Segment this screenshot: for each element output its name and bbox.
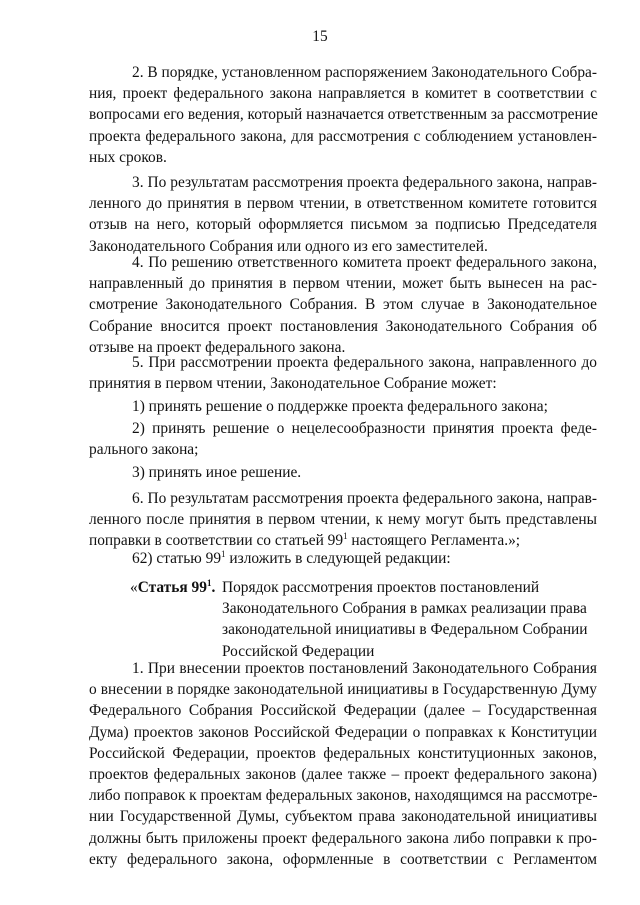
text-line: Законодательного Собрания или одного из его заместителей. [89,237,488,255]
superscript: 1 [221,549,226,559]
list-item-3 [89,462,597,483]
article-heading: «Статья $99^1$. [130,578,216,596]
text-line: принятия в первом чтении, Законодательное Собрание может: [89,375,497,393]
text-line: Федерального Собрания Российской Федерации (далее – Государственная [89,702,597,720]
paragraph-6 [89,488,597,552]
text-line: либо поправок к проектам федеральных законов, находящимся на рассмотре- [89,787,598,805]
text-line: Законодательного Собрания в рамках реализации права [222,600,587,618]
text-line: нии Государственной Думы, субъектом права законодательной инициативы [89,808,597,826]
text-line: 2. В порядке, установленном распоряжением Законодательного Собра- [132,64,597,81]
text-line: 3) принять иное решение. [132,464,302,481]
superscript: 1 [343,531,348,542]
text-line: ленного до принятия в первом чтении, в ответственном комитете готовится [89,195,597,213]
text-line: проекта федерального закона, для рассмотрения с соблюдением установлен- [89,127,597,145]
text-line: направленный до принятия в первом чтении, может быть вынесен на рас- [89,275,597,293]
text-line: 4. По решению ответственного комитета проект федерального закона, [132,254,597,271]
text-line: Российской Федерации [222,642,375,660]
text-line: ленного после принятия в первом чтении, к нему могут быть представлены [89,511,597,529]
paragraph-4 [89,252,597,358]
text-line: смотрение Законодательного Собрания. В этом случае в Законодательное [89,296,597,314]
text-line: законодательной инициативы в Федеральном Собрании [222,621,588,639]
text-line: 1. При внесении проектов постановлений Законодательного Собрания [132,660,597,677]
text-line: 5. При рассмотрении проекта федерального закона, направленного до [132,354,597,371]
paragraph-5 [89,352,597,394]
paragraph-2 [89,62,597,168]
page-number: 15 [312,28,328,45]
text-line: Собрание вносится проект постановления Законодательного Собрания об [89,317,597,335]
text-line: ных сроков. [89,148,167,166]
text-line: отзыве на проект федерального закона. [89,338,346,356]
text-line: 3. По результатам рассмотрения проекта федерального закона, направ- [132,174,597,191]
text-line: 2) принять решение о нецелесообразности принятия проекта феде- [132,420,597,437]
text-line: поправки в соответствии со статьей $99^1$ настоящего Регламента.»; [89,531,521,550]
text-line: должны быть приложены проект федерального закона либо поправки к про- [89,829,597,847]
text-line: рального закона; [89,441,199,459]
article-title [222,577,602,662]
text-line: екту федерального закона, оформленные в соответствии с Регламентом [89,850,597,868]
text-line: 6. По результатам рассмотрения проекта федерального закона, направ- [132,490,597,507]
text-line: 62) статью $99^1$ изложить в следующей редакции: [132,549,451,567]
text-line: проектов федеральных законов (далее также – проект федерального закона) [89,765,597,783]
text-line: ния, проект федерального закона направляется в комитет в соответствии с [89,85,597,103]
text-line: вопросами его ведения, который назначается ответственным за рассмотрение [89,106,598,124]
list-item-1 [89,396,597,417]
text-line: 1) принять решение о поддержке проекта федерального закона; [132,398,548,415]
list-item-2 [89,418,597,460]
text-line: отзыв на него, который оформляется письмом за подписью Председателя [89,216,597,234]
text-line: о внесении в порядке законодательной инициативы в Государственную Думу [89,681,597,699]
paragraph-3 [89,172,597,257]
article-label: Статья $99^1$. [137,578,216,596]
amendment-item-62 [89,548,597,569]
text-line: Порядок рассмотрения проектов постановлений [222,579,540,596]
article-paragraph-1 [89,658,597,870]
text-line: Российской Федерации, проектов федеральных конституционных законов, [89,744,597,762]
text-line: Дума) проектов законов Российской Федерации о поправках к Конституции [89,723,597,741]
